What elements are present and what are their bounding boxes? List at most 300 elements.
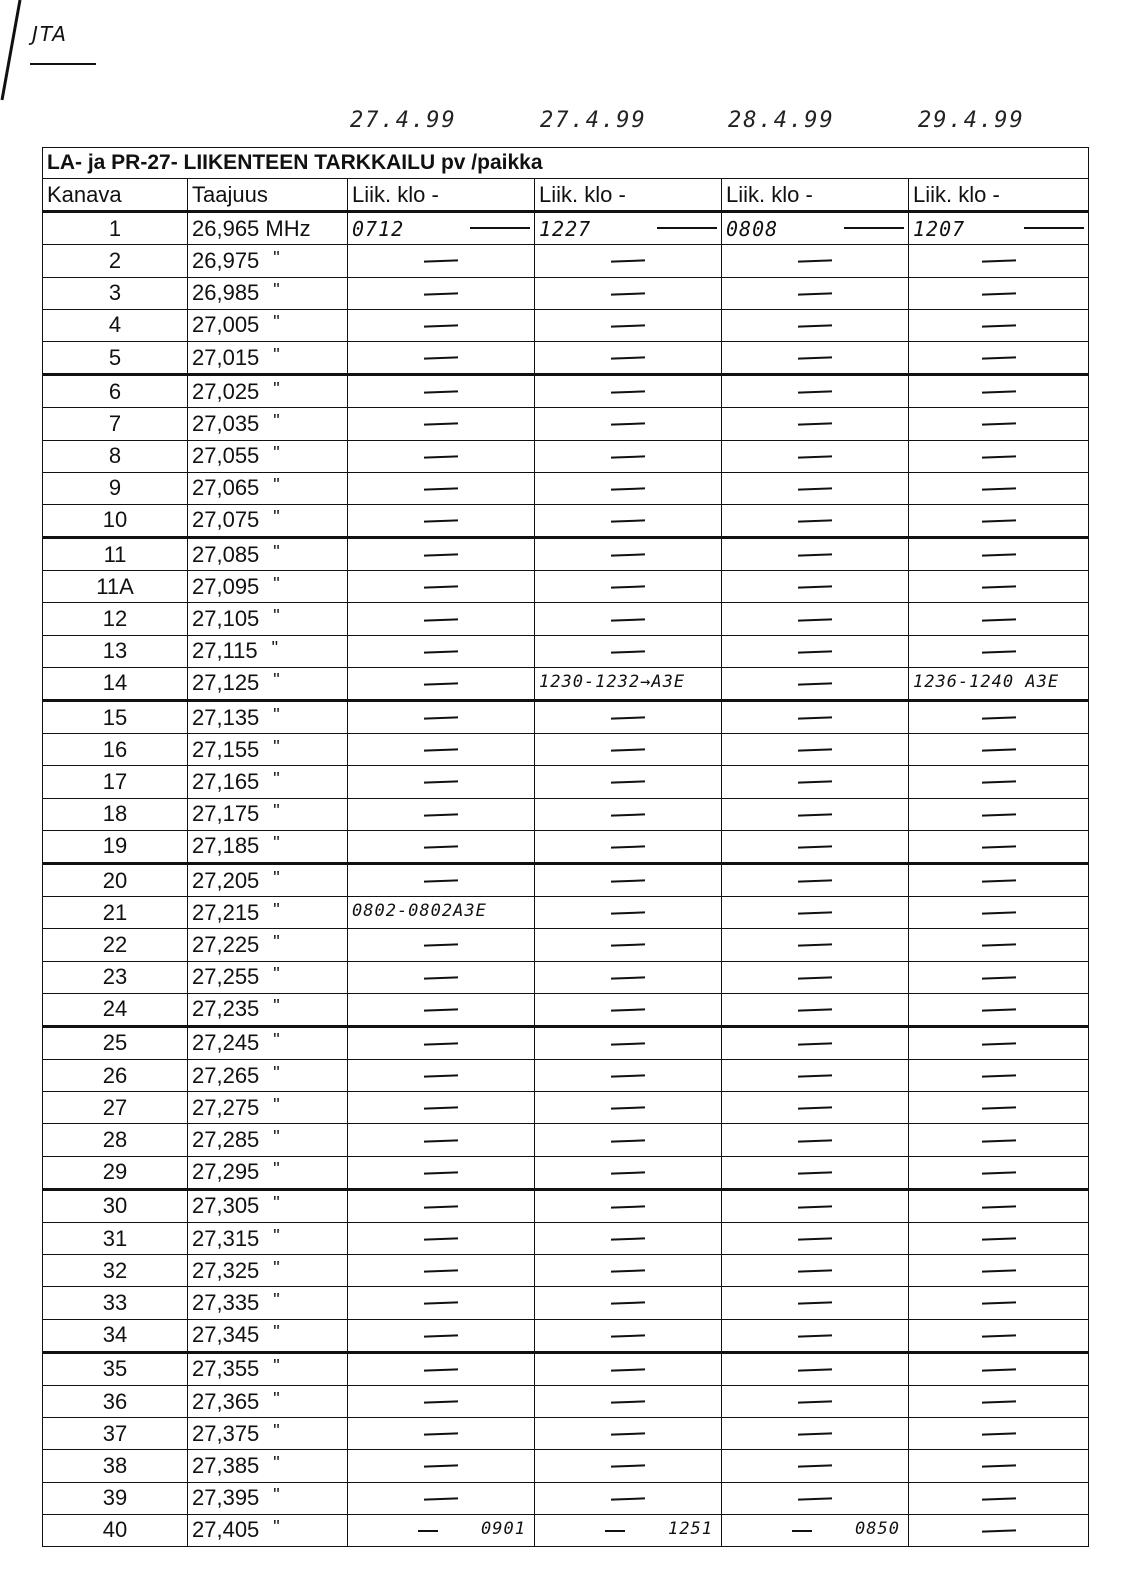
entry-cell bbox=[722, 1092, 909, 1124]
dash-mark bbox=[981, 1497, 1015, 1500]
dash-mark bbox=[798, 879, 832, 882]
entry-cell bbox=[535, 1156, 722, 1189]
entry-cell bbox=[348, 993, 535, 1026]
channel-cell: 33 bbox=[43, 1287, 188, 1319]
frequency-cell bbox=[188, 1319, 348, 1352]
entry-cell bbox=[535, 1060, 722, 1092]
ditto-mark: " bbox=[273, 1257, 280, 1278]
table-row bbox=[43, 1450, 1089, 1482]
dash-mark bbox=[798, 813, 832, 816]
dash-mark bbox=[424, 1465, 458, 1468]
frequency-cell bbox=[188, 1450, 348, 1482]
ditto-mark: " bbox=[273, 736, 280, 757]
channel-cell: 24 bbox=[43, 993, 188, 1026]
ditto-mark: " bbox=[273, 1225, 280, 1246]
dash-mark bbox=[981, 781, 1015, 784]
frequency-value: 27,035 bbox=[192, 410, 260, 436]
dash-mark bbox=[981, 650, 1015, 653]
entry-cell bbox=[909, 341, 1089, 374]
dash-mark bbox=[611, 781, 645, 784]
dash-mark bbox=[798, 650, 832, 653]
dash-mark bbox=[798, 324, 832, 327]
ditto-mark: " bbox=[273, 1193, 280, 1214]
frequency-value: 27,225 bbox=[192, 931, 260, 957]
frequency-value: 27,395 bbox=[192, 1485, 260, 1511]
ditto-mark: " bbox=[273, 378, 280, 399]
entry-cell bbox=[722, 798, 909, 830]
entry-cell bbox=[722, 830, 909, 863]
ditto-mark: " bbox=[273, 833, 280, 854]
entry-cell bbox=[348, 408, 535, 440]
frequency-cell bbox=[188, 1060, 348, 1092]
frequency-value: 26,975 bbox=[192, 247, 260, 273]
frequency-value: 27,295 bbox=[192, 1159, 260, 1185]
entry-cell bbox=[909, 766, 1089, 798]
dash-mark bbox=[798, 356, 832, 359]
dash-mark bbox=[611, 749, 645, 752]
frequency-value: 27,055 bbox=[192, 443, 260, 469]
frequency-value: 27,005 bbox=[192, 312, 260, 338]
channel-cell: 23 bbox=[43, 961, 188, 993]
entry-cell bbox=[535, 309, 722, 341]
entry-cell bbox=[348, 1156, 535, 1189]
handwritten-entry: 0850 bbox=[855, 1518, 900, 1539]
ditto-mark: " bbox=[273, 768, 280, 789]
entry-cell bbox=[909, 1418, 1089, 1450]
date-col-4: 29.4.99 bbox=[918, 108, 1025, 133]
ditto-mark: " bbox=[273, 964, 280, 985]
dash-mark bbox=[424, 879, 458, 882]
handwritten-entry: 1251 bbox=[668, 1518, 713, 1539]
ditto-mark: " bbox=[273, 312, 280, 333]
ditto-mark: " bbox=[273, 1289, 280, 1310]
entry-cell bbox=[535, 341, 722, 374]
entry-cell bbox=[722, 375, 909, 408]
dash-mark bbox=[611, 519, 645, 522]
dash-mark bbox=[981, 1465, 1015, 1468]
handwritten-entry: 0808 bbox=[726, 217, 779, 242]
entry-cell bbox=[535, 1319, 722, 1352]
entry-cell bbox=[722, 245, 909, 277]
entry-cell bbox=[722, 571, 909, 603]
entry-cell bbox=[535, 1026, 722, 1059]
dash-mark bbox=[611, 912, 645, 915]
channel-cell: 3 bbox=[43, 277, 188, 309]
dash-mark bbox=[424, 650, 458, 653]
frequency-value: 27,015 bbox=[192, 344, 260, 370]
entry-cell bbox=[535, 504, 722, 537]
dash-mark bbox=[424, 1008, 458, 1011]
frequency-value: 27,205 bbox=[192, 867, 260, 893]
table-row bbox=[43, 538, 1089, 571]
entry-cell bbox=[722, 341, 909, 374]
dash-mark bbox=[981, 1205, 1015, 1208]
entry-cell bbox=[909, 538, 1089, 571]
frequency-cell bbox=[188, 440, 348, 472]
date-row bbox=[0, 108, 1146, 144]
dash-mark bbox=[424, 1075, 458, 1078]
frequency-cell bbox=[188, 897, 348, 929]
entry-cell bbox=[348, 1124, 535, 1156]
dash-mark bbox=[981, 1302, 1015, 1305]
entry-cell bbox=[722, 1385, 909, 1417]
frequency-value: 27,245 bbox=[192, 1030, 260, 1056]
ditto-mark: " bbox=[273, 1030, 280, 1051]
frequency-value: 27,075 bbox=[192, 507, 260, 533]
dash-mark bbox=[424, 1042, 458, 1045]
entry-cell bbox=[909, 375, 1089, 408]
channel-cell: 15 bbox=[43, 701, 188, 734]
dash-mark bbox=[981, 618, 1015, 621]
entry-cell bbox=[909, 993, 1089, 1026]
dash-mark bbox=[424, 1497, 458, 1500]
dash-mark bbox=[611, 1107, 645, 1110]
ditto-mark: " bbox=[273, 1517, 280, 1538]
entry-cell bbox=[348, 440, 535, 472]
entry-cell bbox=[535, 734, 722, 766]
ditto-mark: " bbox=[273, 1062, 280, 1083]
dash-mark bbox=[424, 487, 458, 490]
entry-cell bbox=[909, 961, 1089, 993]
header-row bbox=[43, 179, 1089, 212]
table-row bbox=[43, 1385, 1089, 1417]
dash-mark bbox=[798, 976, 832, 979]
dash-mark bbox=[798, 455, 832, 458]
entry-cell bbox=[722, 863, 909, 896]
entry-cell bbox=[348, 701, 535, 734]
table-row bbox=[43, 1189, 1089, 1222]
dash-mark bbox=[981, 455, 1015, 458]
entry-cell bbox=[535, 1124, 722, 1156]
dash-mark bbox=[424, 586, 458, 589]
table-row bbox=[43, 440, 1089, 472]
dash-mark bbox=[611, 717, 645, 720]
entry-cell bbox=[909, 1287, 1089, 1319]
frequency-cell bbox=[188, 212, 348, 245]
entry-cell bbox=[535, 1418, 722, 1450]
dash-mark bbox=[424, 1400, 458, 1403]
entry-cell bbox=[348, 212, 535, 245]
entry-cell bbox=[348, 245, 535, 277]
entry-cell bbox=[535, 1385, 722, 1417]
entry-cell bbox=[722, 408, 909, 440]
dash-mark bbox=[611, 1238, 645, 1241]
handwritten-entry: 1230-1232→A3E bbox=[539, 671, 686, 692]
entry-cell bbox=[535, 1514, 722, 1546]
entry-cell bbox=[535, 571, 722, 603]
dash-mark bbox=[424, 682, 458, 685]
frequency-cell bbox=[188, 277, 348, 309]
entry-cell bbox=[722, 440, 909, 472]
table-row bbox=[43, 1514, 1089, 1546]
entry-cell bbox=[722, 1287, 909, 1319]
ditto-mark: " bbox=[273, 280, 280, 301]
entry-cell bbox=[535, 1482, 722, 1514]
dash-mark bbox=[424, 845, 458, 848]
dash-mark bbox=[798, 1042, 832, 1045]
entry-cell bbox=[909, 798, 1089, 830]
frequency-cell bbox=[188, 830, 348, 863]
entry-cell bbox=[722, 1418, 909, 1450]
dash-mark bbox=[798, 749, 832, 752]
entry-cell bbox=[909, 1026, 1089, 1059]
dash-mark bbox=[981, 356, 1015, 359]
dash-mark bbox=[981, 1238, 1015, 1241]
handwritten-entry: 1236-1240 A3E bbox=[913, 671, 1060, 692]
frequency-cell bbox=[188, 1514, 348, 1546]
entry-cell bbox=[909, 1482, 1089, 1514]
table-row bbox=[43, 341, 1089, 374]
frequency-cell bbox=[188, 798, 348, 830]
frequency-cell bbox=[188, 245, 348, 277]
dash-mark bbox=[981, 944, 1015, 947]
dash-mark bbox=[798, 781, 832, 784]
channel-cell: 18 bbox=[43, 798, 188, 830]
dash-mark bbox=[424, 356, 458, 359]
ditto-mark: " bbox=[273, 670, 280, 691]
dash-mark bbox=[798, 1107, 832, 1110]
channel-cell: 39 bbox=[43, 1482, 188, 1514]
dash-mark bbox=[611, 976, 645, 979]
entry-cell bbox=[909, 1385, 1089, 1417]
entry-cell bbox=[909, 504, 1089, 537]
frequency-value: 27,165 bbox=[192, 768, 260, 794]
entry-cell bbox=[909, 440, 1089, 472]
dash-mark bbox=[798, 1075, 832, 1078]
dash-mark bbox=[605, 1530, 625, 1532]
entry-cell bbox=[909, 1450, 1089, 1482]
table-row bbox=[43, 1124, 1089, 1156]
dash-mark bbox=[981, 519, 1015, 522]
frequency-cell bbox=[188, 1124, 348, 1156]
dash-mark bbox=[981, 1008, 1015, 1011]
dash-mark bbox=[981, 1400, 1015, 1403]
entry-cell bbox=[535, 212, 722, 245]
dash-mark bbox=[798, 1400, 832, 1403]
frequency-cell bbox=[188, 993, 348, 1026]
ditto-mark: " bbox=[273, 1388, 280, 1409]
entry-cell bbox=[909, 1092, 1089, 1124]
dash-mark bbox=[798, 717, 832, 720]
entry-cell bbox=[535, 1352, 722, 1385]
table-row bbox=[43, 1482, 1089, 1514]
dash-mark bbox=[798, 618, 832, 621]
entry-cell bbox=[535, 993, 722, 1026]
entry-cell bbox=[348, 571, 535, 603]
entry-cell bbox=[348, 375, 535, 408]
entry-cell bbox=[535, 472, 722, 504]
dash-mark bbox=[424, 260, 458, 263]
entry-cell bbox=[909, 1352, 1089, 1385]
frequency-cell bbox=[188, 603, 348, 635]
dash-mark bbox=[611, 260, 645, 263]
table-title: LA- ja PR-27- LIIKENTEEN TARKKAILU pv /paikka bbox=[43, 148, 1089, 179]
table-row bbox=[43, 1092, 1089, 1124]
dash-mark bbox=[981, 976, 1015, 979]
frequency-value: 27,065 bbox=[192, 475, 260, 501]
entry-cell bbox=[348, 1255, 535, 1287]
ditto-mark: " bbox=[273, 1356, 280, 1377]
table-row bbox=[43, 1352, 1089, 1385]
entry-cell bbox=[722, 929, 909, 961]
date-col-3: 28.4.99 bbox=[728, 108, 835, 133]
ditto-mark: " bbox=[273, 410, 280, 431]
header-liik-3: Liik. klo - bbox=[722, 179, 909, 212]
table-row bbox=[43, 635, 1089, 667]
entry-cell bbox=[348, 1418, 535, 1450]
entry-cell bbox=[909, 897, 1089, 929]
dash-mark bbox=[424, 1302, 458, 1305]
dash-mark bbox=[798, 1139, 832, 1142]
ditto-mark: " bbox=[273, 1485, 280, 1506]
frequency-cell bbox=[188, 1352, 348, 1385]
frequency-value: 27,085 bbox=[192, 541, 260, 567]
dash-mark bbox=[424, 1433, 458, 1436]
table-row bbox=[43, 472, 1089, 504]
frequency-value: 26,985 bbox=[192, 280, 260, 306]
ditto-mark: " bbox=[273, 475, 280, 496]
frequency-cell bbox=[188, 1223, 348, 1255]
entry-cell bbox=[348, 309, 535, 341]
dash-mark bbox=[798, 1238, 832, 1241]
entry-cell bbox=[535, 375, 722, 408]
dash-mark bbox=[611, 356, 645, 359]
dash-mark bbox=[424, 1238, 458, 1241]
entry-cell bbox=[722, 538, 909, 571]
entry-cell bbox=[348, 1482, 535, 1514]
entry-cell bbox=[348, 863, 535, 896]
entry-cell bbox=[722, 1482, 909, 1514]
table-row bbox=[43, 375, 1089, 408]
dash-mark bbox=[981, 1433, 1015, 1436]
table-row bbox=[43, 1319, 1089, 1352]
entry-cell bbox=[722, 1514, 909, 1546]
frequency-cell bbox=[188, 1482, 348, 1514]
dash-mark bbox=[981, 749, 1015, 752]
channel-cell: 36 bbox=[43, 1385, 188, 1417]
frequency-value: 27,305 bbox=[192, 1193, 260, 1219]
table-row bbox=[43, 830, 1089, 863]
frequency-cell bbox=[188, 341, 348, 374]
channel-cell: 30 bbox=[43, 1189, 188, 1222]
entry-cell bbox=[348, 734, 535, 766]
entry-cell bbox=[722, 504, 909, 537]
table-row bbox=[43, 798, 1089, 830]
frequency-cell bbox=[188, 1156, 348, 1189]
table-row bbox=[43, 863, 1089, 896]
frequency-cell bbox=[188, 1255, 348, 1287]
dash-mark bbox=[611, 586, 645, 589]
channel-cell: 38 bbox=[43, 1450, 188, 1482]
initials: JTA bbox=[32, 22, 68, 46]
table-row bbox=[43, 929, 1089, 961]
frequency-cell bbox=[188, 701, 348, 734]
dash-mark bbox=[611, 554, 645, 557]
table-row bbox=[43, 961, 1089, 993]
table-title-row bbox=[43, 148, 1089, 179]
frequency-cell bbox=[188, 929, 348, 961]
entry-cell bbox=[909, 701, 1089, 734]
channel-cell: 20 bbox=[43, 863, 188, 896]
frequency-cell bbox=[188, 863, 348, 896]
ditto-mark: " bbox=[273, 1127, 280, 1148]
dash-mark bbox=[981, 586, 1015, 589]
ditto-mark: " bbox=[273, 247, 280, 268]
frequency-cell bbox=[188, 961, 348, 993]
dash-mark bbox=[424, 749, 458, 752]
dash-mark bbox=[981, 487, 1015, 490]
channel-cell: 6 bbox=[43, 375, 188, 408]
table-row bbox=[43, 1060, 1089, 1092]
entry-cell bbox=[722, 1026, 909, 1059]
dash-mark bbox=[611, 618, 645, 621]
channel-cell: 35 bbox=[43, 1352, 188, 1385]
frequency-value: 27,025 bbox=[192, 378, 260, 404]
entry-cell bbox=[909, 472, 1089, 504]
ditto-mark: " bbox=[273, 899, 280, 920]
dash-mark bbox=[424, 554, 458, 557]
entry-cell bbox=[909, 1124, 1089, 1156]
frequency-cell bbox=[188, 309, 348, 341]
dash-mark bbox=[981, 1368, 1015, 1371]
table-row bbox=[43, 993, 1089, 1026]
channel-cell: 27 bbox=[43, 1092, 188, 1124]
entry-cell bbox=[535, 245, 722, 277]
channel-cell: 9 bbox=[43, 472, 188, 504]
dash-line bbox=[657, 227, 717, 229]
date-col-2: 27.4.99 bbox=[540, 108, 647, 133]
frequency-value: 27,325 bbox=[192, 1257, 260, 1283]
dash-mark bbox=[981, 1075, 1015, 1078]
dash-mark bbox=[798, 1465, 832, 1468]
entry-cell bbox=[909, 277, 1089, 309]
frequency-cell bbox=[188, 472, 348, 504]
dash-mark bbox=[798, 1205, 832, 1208]
entry-cell bbox=[722, 635, 909, 667]
frequency-cell bbox=[188, 375, 348, 408]
channel-cell: 2 bbox=[43, 245, 188, 277]
frequency-value: 27,235 bbox=[192, 996, 260, 1022]
entry-cell bbox=[348, 277, 535, 309]
frequency-value: 27,315 bbox=[192, 1225, 260, 1251]
frequency-value: 27,405 bbox=[192, 1517, 260, 1543]
channel-cell: 11 bbox=[43, 538, 188, 571]
channel-cell: 32 bbox=[43, 1255, 188, 1287]
dash-mark bbox=[418, 1530, 438, 1532]
entry-cell bbox=[722, 1450, 909, 1482]
frequency-cell bbox=[188, 1287, 348, 1319]
channel-cell: 4 bbox=[43, 309, 188, 341]
entry-cell bbox=[722, 1189, 909, 1222]
entry-cell bbox=[909, 1223, 1089, 1255]
entry-cell bbox=[909, 863, 1089, 896]
entry-cell bbox=[535, 603, 722, 635]
dash-mark bbox=[798, 1008, 832, 1011]
dash-mark bbox=[611, 879, 645, 882]
entry-cell bbox=[535, 1092, 722, 1124]
monitoring-table bbox=[42, 147, 1089, 1547]
entry-cell bbox=[909, 571, 1089, 603]
entry-cell bbox=[535, 1189, 722, 1222]
entry-cell bbox=[535, 1255, 722, 1287]
channel-cell: 26 bbox=[43, 1060, 188, 1092]
entry-cell bbox=[348, 1319, 535, 1352]
channel-cell: 25 bbox=[43, 1026, 188, 1059]
frequency-cell bbox=[188, 734, 348, 766]
channel-cell: 14 bbox=[43, 667, 188, 700]
entry-cell bbox=[535, 440, 722, 472]
entry-cell bbox=[535, 961, 722, 993]
